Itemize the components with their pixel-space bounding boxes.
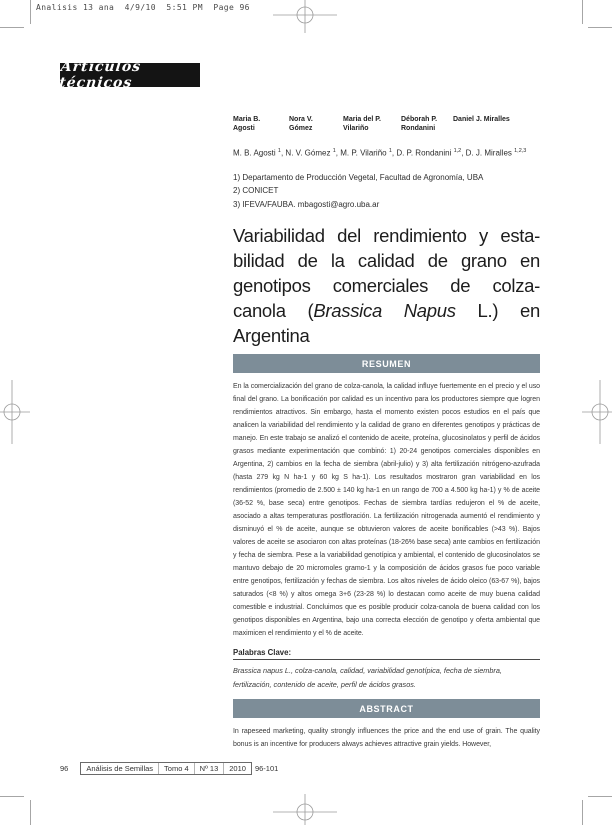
footer-issue-number: Nº 13 bbox=[194, 763, 224, 774]
crop-mark-top-left-v bbox=[30, 0, 31, 24]
keywords-body: Brassica napus L., colza-canola, calidad, variabilidad genotípica, fecha de siembra, fertilización, contenido de aceite, perfil de ácidos grasos. bbox=[233, 666, 502, 689]
author-name-card: Daniel J. Miralles bbox=[453, 116, 510, 123]
page-footer bbox=[60, 762, 278, 775]
footer-journal-name: Análisis de Semillas bbox=[86, 764, 154, 773]
article-title: Variabilidad del rendimiento y esta- bilidad de la calidad de grano en genotipos comerciales de colza- canola (Brassica Napus L.) en Argentina bbox=[233, 225, 540, 347]
registration-mark-icon bbox=[273, 0, 337, 33]
crop-mark-top-right-h bbox=[588, 27, 612, 28]
registration-mark-icon bbox=[0, 380, 30, 444]
affiliation-line: 1) Departamento de Producción Vegetal, Facultad de Agronomía, UBA bbox=[233, 172, 484, 182]
section-banner-label: Artículos técnicos bbox=[58, 59, 142, 91]
footer-volume: Tomo 4 bbox=[158, 763, 194, 774]
registration-mark-icon bbox=[582, 380, 612, 444]
footer-journal-box bbox=[80, 762, 252, 775]
author-name-card: Nora V. Gómez bbox=[289, 116, 313, 132]
resumen-heading: RESUMEN bbox=[361, 358, 412, 369]
crop-mark-top-left-h bbox=[0, 27, 24, 28]
species-name-italic: Brassica Napus bbox=[313, 300, 456, 322]
crop-mark-bottom-right-h bbox=[588, 796, 612, 797]
footer-page-range: 96-101 bbox=[254, 764, 279, 773]
footer-page-number: 96 bbox=[60, 764, 69, 773]
article-column bbox=[233, 115, 540, 751]
crop-mark-bottom-left-v bbox=[30, 800, 31, 825]
author-name-row bbox=[233, 115, 540, 133]
footer-year: 2010 bbox=[223, 763, 251, 774]
resumen-heading-bar bbox=[233, 354, 540, 373]
prepress-slug-text: Analisis 13 ana 4/9/10 5:51 PM Page 96 bbox=[36, 3, 250, 12]
affiliation-line: 3) IFEVA/FAUBA. mbagosti@agro.uba.ar bbox=[233, 199, 380, 209]
crop-mark-bottom-right-v bbox=[582, 800, 583, 825]
crop-mark-bottom-left-h bbox=[0, 796, 24, 797]
abstract-body: In rapeseed marketing, quality strongly influences the price and the end use of grain. The quality bonus is an incentive for producers always achieves attractive grain yields. However, bbox=[233, 728, 540, 749]
article-title-species-line: canola (Brassica Napus L.) en bbox=[233, 300, 540, 322]
section-banner bbox=[58, 59, 200, 91]
registration-mark-icon bbox=[273, 794, 337, 825]
crop-mark-top-right-v bbox=[582, 0, 583, 24]
affiliation-line: 2) CONICET bbox=[233, 186, 279, 196]
affiliations-block bbox=[233, 171, 540, 212]
resumen-body: En la comercialización del grano de colza-canola, la calidad influye fuertemente en el precio y el uso final del grano. La bonificación por calidad es un incentivo para los productores siempre que logren rendimientos atractivos. Sin embargo, hasta el momento existen pocos estudios en el país que analicen la variabilidad del rendimiento y la calidad de grano en diferentes genotipos y prácticas de manejo. En este trabajo se analizó el contenido de aceite, proteína, glucosinolatos y perfil de ácidos grasos mediante experimentación que combinó: 1) 20-24 genotipos comerciales disponibles en Argentina, 2) cambios en la fecha de siembra (abril-julio) y 3) alta fertilización nitrógeno-azufrada (hasta 279 kg N ha-1 y 60 kg S ha-1). Los resultados mostraron gran variabilidad en los rendimientos (promedio de 2.500 ± 140 kg ha-1 en un rango de 700 a 4.500 kg ha-1) y % de aceite (36-52 %, base seca) entre genotipos. Fechas de siembra tardías redujeron el % de aceite, asociado a altas temperaturas postfloración. La fertilización nitrogenada aumentó el rendimiento y disminuyó el % de aceite, aunque se obtuvieron valores de aceite bonificables (>43 %). Bajos valores de aceite se asociaron con altas proteínas (18-26% base seca) ante cambios en fertilización y fecha de siembra. Pese a la variabilidad genotípica y ambiental, el contenido de glucosinolatos se mantuvo debajo de 20 micromoles gramo-1 y la composición de ácidos grasos fue poco variable entre genotipos, fertilización y fechas de siembra. Los altos niveles de ácido oleico (63-67 %), bajos saturados (<8 %) y altos omega 3+6 (23-28 %) lo destacan como aceite de muy buena calidad comestible e industrial. Concluimos que es posible producir colza-canola de buena calidad con los genotipos disponibles en Argentina, bajo una correcta elección de genotipo y oferta ambiental que maximicen el rendimiento y el % de aceite. bbox=[233, 383, 540, 638]
keywords-heading: Palabras Clave: bbox=[233, 648, 540, 660]
author-name-card: Déborah P. Rondanini bbox=[401, 116, 438, 132]
author-name-card: Maria del P. Vilariño bbox=[343, 116, 382, 132]
abstract-heading: ABSTRACT bbox=[359, 703, 414, 714]
abstract-heading-bar bbox=[233, 699, 540, 718]
author-byline: M. B. Agosti $^1$, N. V. Gómez $^1$, M. P. Vilariño $^1$, D. P. Rondanini $^{1,2}$, D. J. Miralles $^{1,2,3}$ bbox=[233, 148, 527, 158]
author-name-card: Maria B. Agosti bbox=[233, 116, 261, 132]
